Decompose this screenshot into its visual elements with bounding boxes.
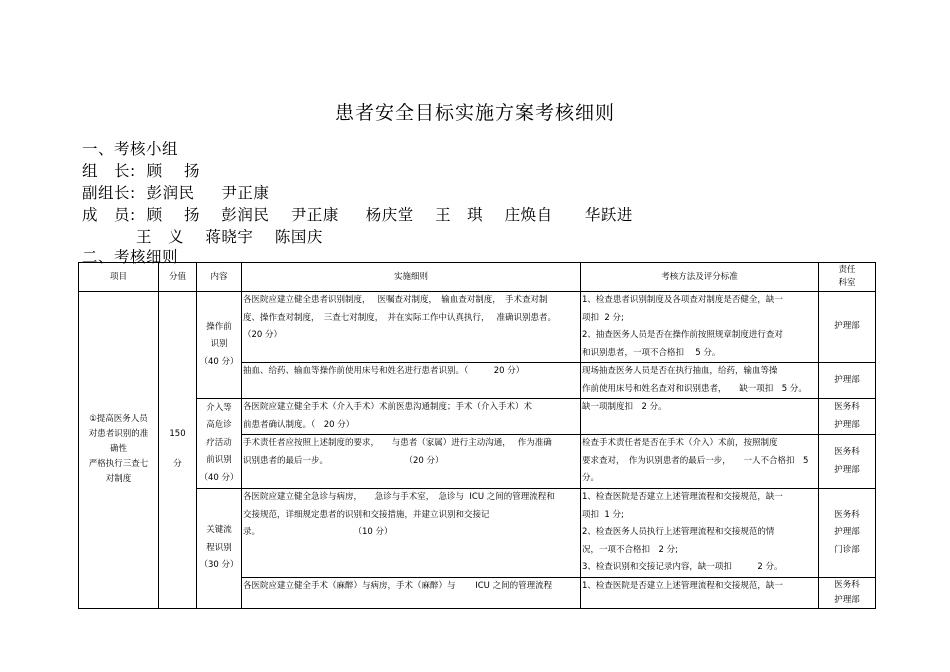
- rules-cell: 手术责任者应按照上述制度的要求， 与患者（家属）进行主动沟通， 作为准确 识别患者的最后一步。 （20 分）: [242, 435, 581, 489]
- rules-cell: 各医院应建立健全患者识别制度， 医嘱查对制度， 输血查对制度， 手术查对制 度、操作查对制度， 三查七对制度， 并在实际工作中认真执行， 准确识别患者。 （20 分）: [242, 292, 581, 363]
- item-cell: ①提高医务人员 对患者识别的准 确性 严格执行三查七 对制度: [79, 292, 159, 609]
- table-row: [79, 399, 876, 435]
- method-cell: 缺一项制度扣 2 分。: [581, 399, 819, 435]
- method-cell: 1、检查患者识别制度及各项查对制度是否健全，缺一 项扣 2 分; 2、抽查医务人员是否在操作前按照规章制度进行查对 和识别患者，一项不合格扣 5 分。: [581, 292, 819, 363]
- table-header-row: [79, 263, 876, 292]
- table-row: [79, 292, 876, 363]
- content-cell: 操作前 识别 （40 分）: [197, 292, 242, 399]
- method-cell: 1、检查医院是否建立上述管理流程和交接规范，缺一 项扣 1 分; 2、检查医务人员执行上述管理流程和交接规范的情 况，一项不合格扣 2 分; 3、检查识别和交接记录内容，缺一项扣 2 分。: [581, 489, 819, 578]
- table-row: [79, 489, 876, 578]
- dept-cell: 护理部: [819, 292, 876, 363]
- rules-cell: 各医院应建立健全急诊与病房， 急诊与手术室， 急诊与 ICU 之间的管理流程和 交接规范，详细规定患者的识别和交接措施，并建立识别和交接记 录。 （10 分）: [242, 489, 581, 578]
- header-method: 考核方法及评分标准: [581, 263, 819, 292]
- team-members-cont: 王 义 蒋晓宇 陈国庆: [136, 228, 323, 246]
- method-cell: 现场抽查医务人员是否在执行抽血，给药，输血等操 作前使用床号和姓名查对和识别患者， 缺一项扣 5 分。: [581, 363, 819, 399]
- content-cell: 介入等 高危诊 疗活动 前识别 （40 分）: [197, 399, 242, 489]
- header-content: 内容: [197, 263, 242, 292]
- section-heading-rules: 二、考核细则: [82, 248, 179, 266]
- rules-cell: 抽血、给药、输血等操作前使用床号和姓名进行患者识别。（ 20 分）: [242, 363, 581, 399]
- header-dept: 责任 科室: [819, 263, 876, 292]
- dept-cell: 医务科 护理部: [819, 435, 876, 489]
- dept-cell: 护理部: [819, 363, 876, 399]
- team-leader: 组 长: 顾 扬: [82, 162, 201, 180]
- header-score: 分值: [159, 263, 197, 292]
- method-cell: 检查手术责任者是否在手术（介入）术前，按照制度 要求查对， 作为识别患者的最后一步， 一人不合格扣 5 分。: [581, 435, 819, 489]
- section-heading-team: 一、考核小组: [82, 140, 179, 158]
- score-cell: 150 分: [159, 292, 197, 609]
- header-item: 项目: [79, 263, 159, 292]
- team-vice-leader: 副组长: 彭润民 尹正康: [82, 184, 270, 202]
- rules-cell: 各医院应建立健全手术（介入手术）术前医患沟通制度；手术（介入手术）术 前患者确认制度。（ 20 分）: [242, 399, 581, 435]
- header-rules: 实施细则: [242, 263, 581, 292]
- dept-cell: 医务科 护理部: [819, 577, 876, 608]
- dept-cell: 医务科 护理部: [819, 399, 876, 435]
- content-cell: 关键流 程识别 （30 分）: [197, 489, 242, 609]
- assessment-table: [78, 262, 876, 609]
- rules-cell: 各医院应建立健全手术（麻醉）与病房，手术（麻醉）与 ICU 之间的管理流程: [242, 577, 581, 608]
- method-cell: 1、检查医院是否建立上述管理流程和交接规范，缺一: [581, 577, 819, 608]
- dept-cell: 医务科 护理部 门诊部: [819, 489, 876, 578]
- team-members: 成 员: 顾 扬 彭润民 尹正康 杨庆堂 王 琪 庄焕自 华跃进: [82, 206, 633, 224]
- document-title: 患者安全目标实施方案考核细则: [334, 102, 615, 124]
